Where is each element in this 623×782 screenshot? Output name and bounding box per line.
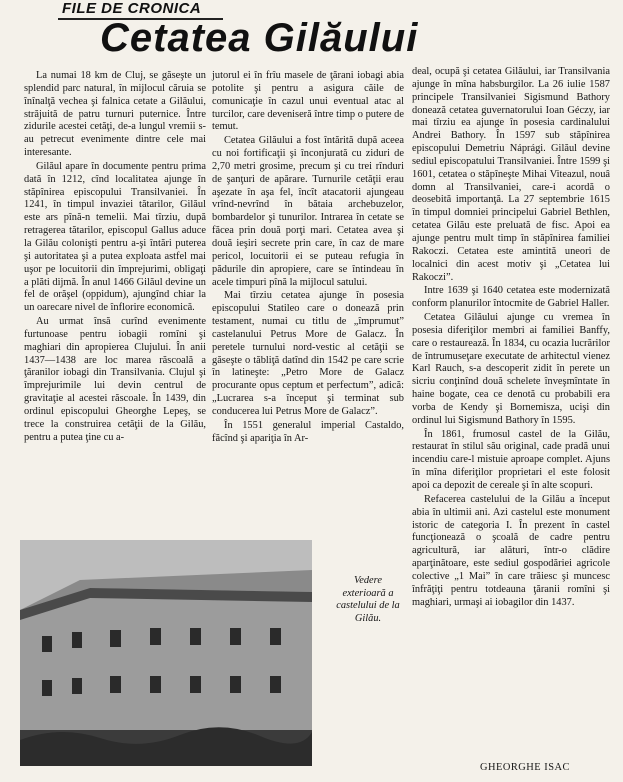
article-title: Cetatea Gilăului xyxy=(100,16,419,60)
castle-photo xyxy=(20,540,312,766)
rubric-label: FILE DE CRONICA xyxy=(62,0,202,17)
paragraph: Mai tîrziu cetatea ajunge în posesia episcopului Statileo care o donează prin testament, numai cu titlu de „împrumut” castelanului Petrus More de Galacz. În peretele turnului nord-vestic al cetăţii se găseşte o tăbliţă datînd din 1542 pe care scrie în latineşte: „Petro More de Galacz procurante opus ceptum et perfectum”, adică: „Lucrarea s-a început şi terminat sub conducerea lui Petrus More de Galacz”. xyxy=(212,290,404,417)
paragraph: Cetatea Gilăului a fost întărită după aceea cu noi fortificaţii şi înconjurată cu ziduri de 2,70 metri grosime, precum şi cu trei rînduri de şanţuri de apărare. Turnurile cetăţii erau aşezate în aşa fel, încît atacatorii ajungeau vrînd-nevrînd în bătaia archebuzelor, bombardelor şi tunurilor. Intrarea în cetate se făcea prin două porţi mari. Cetatea avea şi două ieşiri secrete prin care, în caz de mare pericol, locuitorii ei se puteau refugia în pădurile din apropiere, care se întindeau în acele timpuri pînă la mijlocul satului. xyxy=(212,135,404,288)
photo-caption: Vedere exterioară a castelului de la Gilău. xyxy=(336,575,400,624)
text-column-1 xyxy=(24,70,206,444)
paragraph: Refacerea castelului de la Gilău a început abia în ultimii ani. Azi castelul este monument istoric de categoria I. În prezent în castel funcţionează o şcoală de cadre pentru agricultură, iar alături, într-o clădire aparţinătoare, este sediul gospodăriei agricole colective „1 Mai” în care trăiesc şi muncesc înfrăţiţi pentru totdeauna ţăranii romîni şi maghiari, urmaşi ai iobagilor din 1437. xyxy=(412,493,610,608)
text-column-2 xyxy=(212,70,404,445)
paragraph: În 1551 generalul imperial Castaldo, făcînd şi apariţia în Ar- xyxy=(212,419,404,444)
paragraph: Intre 1639 şi 1640 cetatea este modernizată conform planurilor întocmite de Gabriel Haller. xyxy=(412,285,610,310)
paragraph: jutorul ei în frîu masele de ţărani iobagi abia potolite şi pentru a asigura căile de comunicaţie în cazul unui eventual atac al turcilor, care deveniseră între timp o putere de temut. xyxy=(212,70,404,133)
paragraph: Au urmat însă curînd evenimente furtunoase pentru iobagii romîni şi maghiari din apropierea Clujului. În anii 1437—1438 are loc marea răscoală a ţăranilor iobagi din Transilvania. Clujul şi împrejurimile lui devin centrul de gravitaţie al acestei răscoale. În 1439, din ordinul episcopului Gheorghe Lepeş, se trece la construirea cetăţii de la Gilău, pentru a putea ţine cu a- xyxy=(24,316,206,443)
paragraph: deal, ocupă şi cetatea Gilăului, iar Transilvania ajunge în mîna habsburgilor. La 26 iulie 1587 principele Transilvaniei Sigismund Bathory donează cetatea guvernatorului Ioan Géczy, iar mai tîrziu ea ajunge în posesia cardinalului Andrei Bathory. În 1597 sub stăpînirea episcopului Demetriu Náprági. Gilăul devine sediul episcopatului Transilvaniei. Între 1599 şi 1601, cetatea o stăpîneşte Mihai Viteazul, nouâ domn al Transilvaniei, care-i acordă o deosebită importanţă. La 27 septembrie 1615 în timpul domniei principelui Gabriel Bethlen, cetatea Gilău este preluată de fisc. Apoi ea ajunge pentru mult timp în stăpînirea familiei Rakoczi. Cetatea este amintită uneori de localnici din acest motiv şi „Cetatea lui Rakoczi”. xyxy=(412,66,610,283)
paragraph: La numai 18 km de Cluj, se găseşte un splendid parc natural, în mijlocul căruia se înînalţă vechea şi falnica cetate a Gilăului, străjuită de patru turnuri puternice. Între zidurile acestei cetăţi, de-a lungul vremii s-au petrecut evenimente dintre cele mai interesante. xyxy=(24,70,206,159)
paragraph: Cetatea Gilăului ajunge cu vremea în posesia diferiţilor membri ai familiei Banffy, care o restaurează. În 1834, cu ocazia lucrărilor de întrumuseţare executate de arhitectul vienez Karl Rauch, s-a descoperit zidit în perete un sicriu conţinînd două schelete înveşmîntate în haine bogate, cea ce denotă cu probabili era vorba de Kendy şi Bornemisza, ucişi din ordinul lui Sigismund Bathory în 1595. xyxy=(412,312,610,426)
author-signature: GHEORGHE ISAC xyxy=(480,762,570,773)
paragraph: În 1861, frumosul castel de la Gilău, restaurat în stilul său original, cade pradă unui incendiu care-l mistuie aproape complet. Ajuns în mîna diferiţilor proprietari el este folosit apoi ca depozit de cereale şi în alte scopuri. xyxy=(412,428,610,491)
text-column-3 xyxy=(412,66,610,609)
paragraph: Gilăul apare în documente pentru prima dată în 1212, cînd localitatea ajunge în stăpînirea episcopului Transilvaniei. În 1241, în timpul invaziei tătarilor, Gilăul este ars pînă-n temelii. Mai tîrziu, după retragerea tătarilor, episcopul Gallus aduce la Gilău colonişti pentru a-şi întări puterea şi autoritatea şi a putea exploata astfel mai uşor pe locuitorii din împrejurimi, obligaţi a plăti dijmă. În anul 1466 Gilăul devine un fel de orăşel (oppidum), ajungînd chiar la un oarecare nivel de înflorire economică. xyxy=(24,160,206,314)
castle-illustration xyxy=(20,540,312,766)
